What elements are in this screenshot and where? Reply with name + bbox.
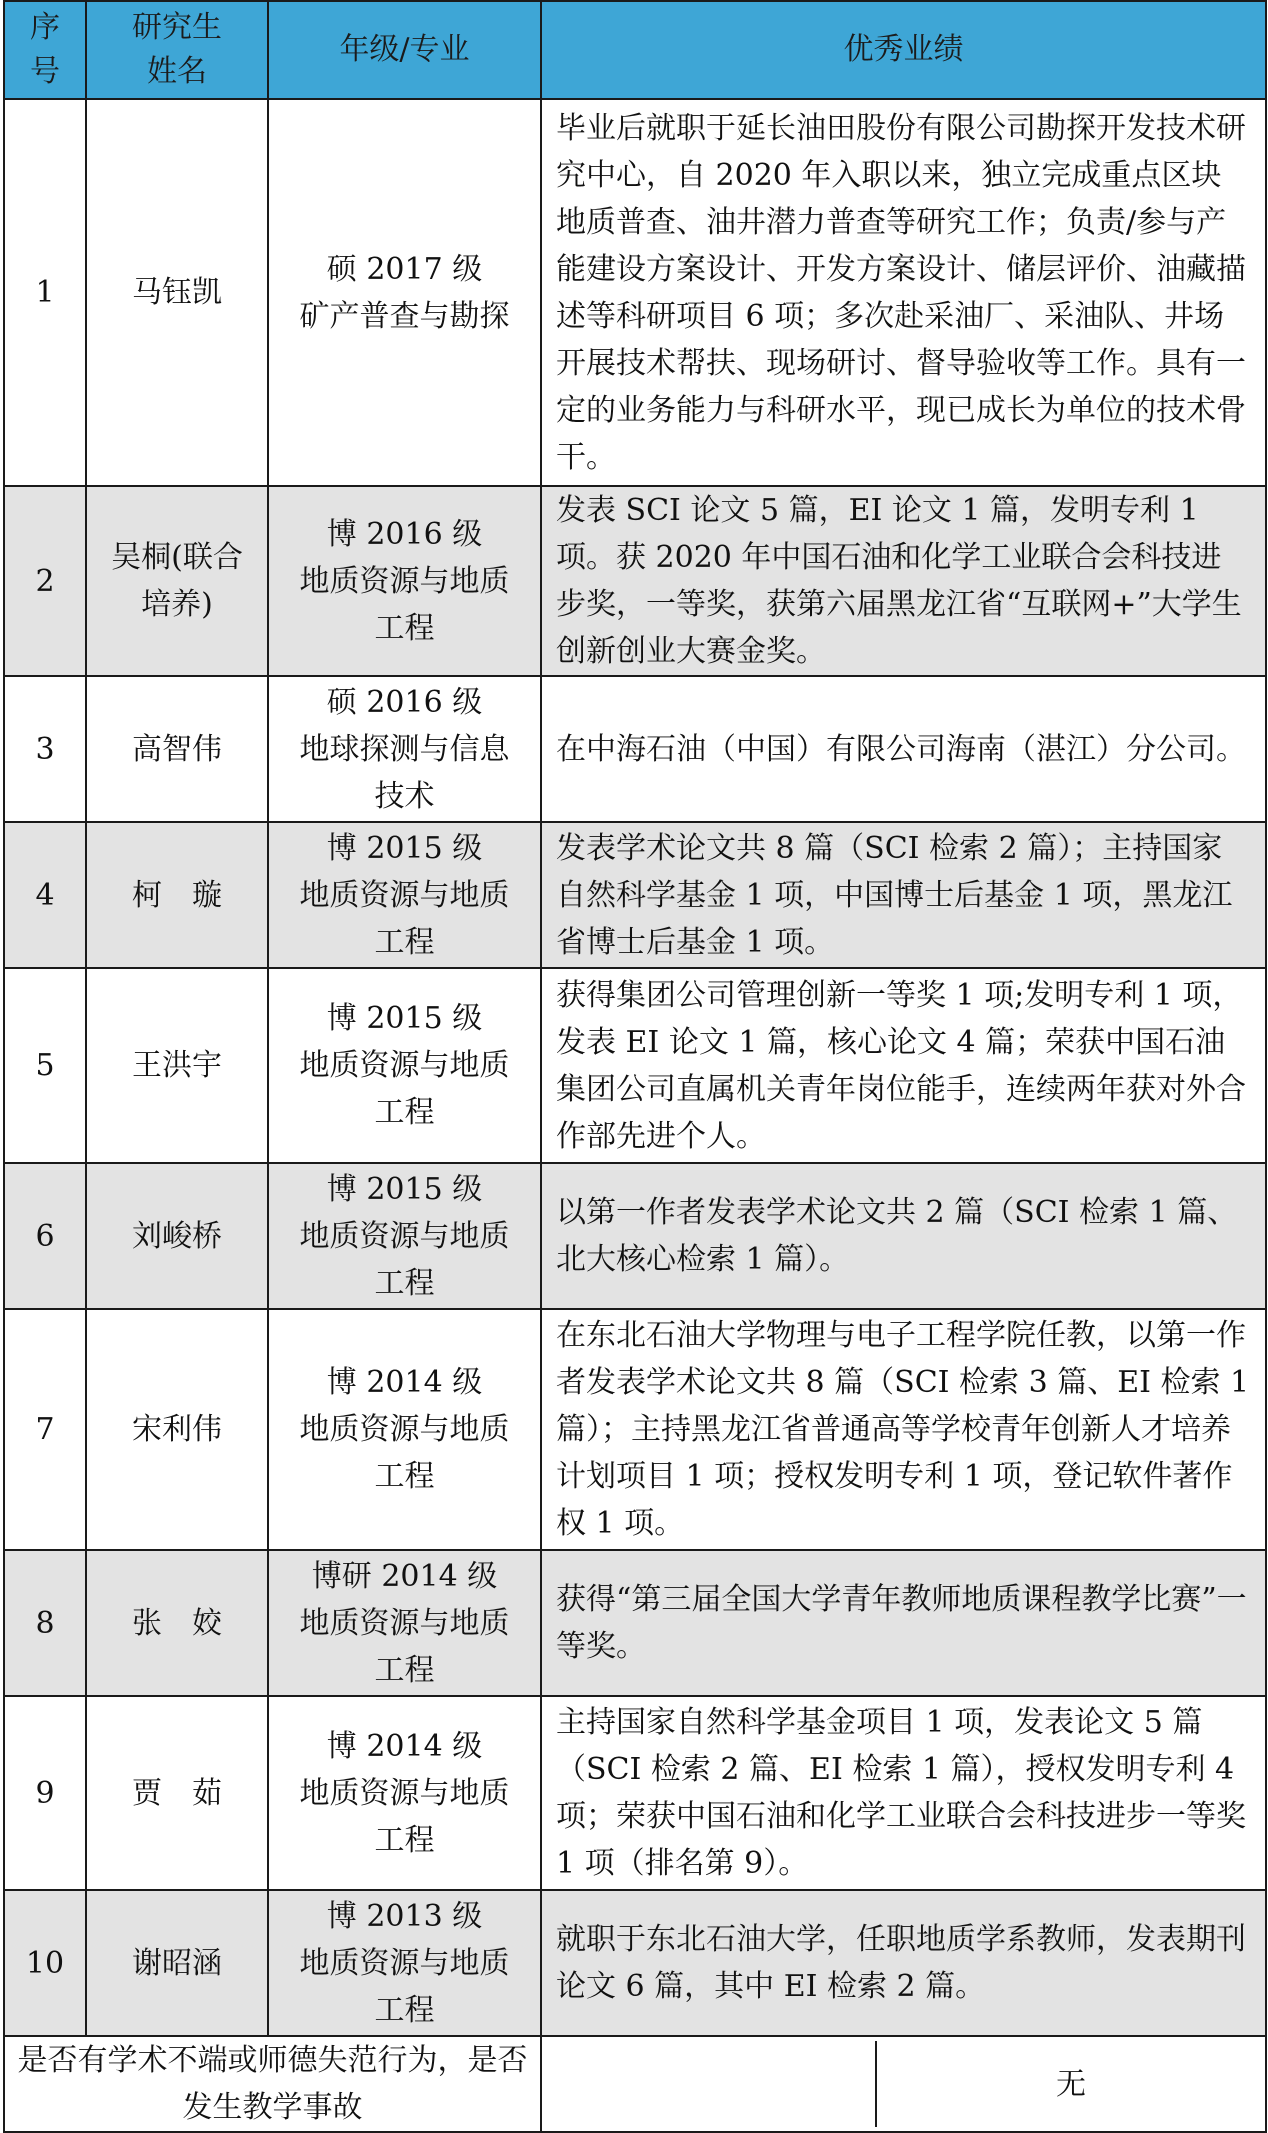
- row-number: 2: [4, 486, 86, 676]
- grade-major: 博 2015 级 地质资源与地质 工程: [268, 968, 541, 1163]
- header-seq: 序 号: [4, 1, 86, 99]
- achievement-text: 在东北石油大学物理与电子工程学院任教，以第一作者发表学术论文共 8 篇（SCI 检索 3 篇、EI 检索 1 篇）；主持黑龙江省普通高等学校青年创新人才培养计划项目 1 项；授权发明专利 1 项，登记软件著作权 1 项。: [541, 1309, 1266, 1550]
- row-number: 3: [4, 676, 86, 822]
- grade-major: 博 2014 级 地质资源与地质 工程: [268, 1696, 541, 1890]
- achievement-text: 主持国家自然科学基金项目 1 项，发表论文 5 篇（SCI 检索 2 篇、EI 检索 1 篇），授权发明专利 4 项；荣获中国石油和化学工业联合会科技进步一等奖 1 项（排名第 9）。: [541, 1696, 1266, 1890]
- achievement-text: 就职于东北石油大学，任职地质学系教师，发表期刊论文 6 篇，其中 EI 检索 2 篇。: [541, 1890, 1266, 2036]
- table-row: [4, 676, 1266, 822]
- grade-major: 博研 2014 级 地质资源与地质 工程: [268, 1550, 541, 1696]
- graduate-achievements-table: [3, 0, 1267, 2133]
- student-name: 柯 璇: [86, 822, 268, 968]
- student-name: 谢昭涵: [86, 1890, 268, 2036]
- row-number: 9: [4, 1696, 86, 1890]
- table-row: [4, 968, 1266, 1163]
- grade-major: 博 2016 级 地质资源与地质 工程: [268, 486, 541, 676]
- grade-major: 博 2013 级 地质资源与地质 工程: [268, 1890, 541, 2036]
- table-row: [4, 1163, 1266, 1309]
- table-header-row: [4, 1, 1266, 99]
- table-row: [4, 486, 1266, 676]
- header-achievements: 优秀业绩: [541, 1, 1266, 99]
- student-name: 贾 茹: [86, 1696, 268, 1890]
- row-number: 6: [4, 1163, 86, 1309]
- grade-major: 硕 2017 级 矿产普查与勘探: [268, 99, 541, 486]
- misconduct-question: [4, 2036, 541, 2132]
- student-name: 王洪宇: [86, 968, 268, 1163]
- misconduct-answer-cell: [541, 2036, 1266, 2132]
- grade-major: 博 2014 级 地质资源与地质 工程: [268, 1309, 541, 1550]
- grade-major: 硕 2016 级 地球探测与信息 技术: [268, 676, 541, 822]
- achievement-text: 在中海石油（中国）有限公司海南（湛江）分公司。: [541, 676, 1266, 822]
- student-name: 宋利伟: [86, 1309, 268, 1550]
- achievement-text: 发表学术论文共 8 篇（SCI 检索 2 篇）；主持国家自然科学基金 1 项，中国博士后基金 1 项，黑龙江省博士后基金 1 项。: [541, 822, 1266, 968]
- grade-major: 博 2015 级 地质资源与地质 工程: [268, 822, 541, 968]
- achievement-text: 发表 SCI 论文 5 篇，EI 论文 1 篇，发明专利 1 项。获 2020 年中国石油和化学工业联合会科技进步奖，一等奖，获第六届黑龙江省“互联网+”大学生创新创业大赛金奖。: [541, 486, 1266, 676]
- row-number: 7: [4, 1309, 86, 1550]
- footer-row: [4, 2036, 1266, 2132]
- grade-major: 博 2015 级 地质资源与地质 工程: [268, 1163, 541, 1309]
- header-student-name: 研究生 姓名: [86, 1, 268, 99]
- misconduct-answer: 无: [1056, 2066, 1086, 2102]
- achievement-text: 获得“第三届全国大学青年教师地质课程教学比赛”一等奖。: [541, 1550, 1266, 1696]
- table-row: [4, 1890, 1266, 2036]
- table-row: [4, 99, 1266, 486]
- student-name: 刘峻桥: [86, 1163, 268, 1309]
- row-number: 4: [4, 822, 86, 968]
- misconduct-question-text: 是否有学术不端或师德失范行为，是否发生教学事故: [17, 2043, 528, 2125]
- achievement-text: 以第一作者发表学术论文共 2 篇（SCI 检索 1 篇、北大核心检索 1 篇）。: [541, 1163, 1266, 1309]
- table-row: [4, 1696, 1266, 1890]
- student-name: 吴桐(联合 培养): [86, 486, 268, 676]
- row-number: 8: [4, 1550, 86, 1696]
- student-name: 张 姣: [86, 1550, 268, 1696]
- table-row: [4, 822, 1266, 968]
- achievement-text: 获得集团公司管理创新一等奖 1 项;发明专利 1 项，发表 EI 论文 1 篇，核心论文 4 篇；荣获中国石油集团公司直属机关青年岗位能手，连续两年获对外合作部先进个人。: [541, 968, 1266, 1163]
- table-row: [4, 1309, 1266, 1550]
- achievement-text: 毕业后就职于延长油田股份有限公司勘探开发技术研究中心，自 2020 年入职以来，独立完成重点区块地质普查、油井潜力普查等研究工作；负责/参与产能建设方案设计、开发方案设计、储层评价、油藏描述等科研项目 6 项；多次赴采油厂、采油队、井场开展技术帮扶、现场研讨、督导验收等工作。具有一定的业务能力与科研水平，现已成长为单位的技术骨干。: [541, 99, 1266, 486]
- row-number: 10: [4, 1890, 86, 2036]
- row-number: 5: [4, 968, 86, 1163]
- table-row: [4, 1550, 1266, 1696]
- row-number: 1: [4, 99, 86, 486]
- header-grade-major: 年级/专业: [268, 1, 541, 99]
- student-name: 高智伟: [86, 676, 268, 822]
- student-name: 马钰凯: [86, 99, 268, 486]
